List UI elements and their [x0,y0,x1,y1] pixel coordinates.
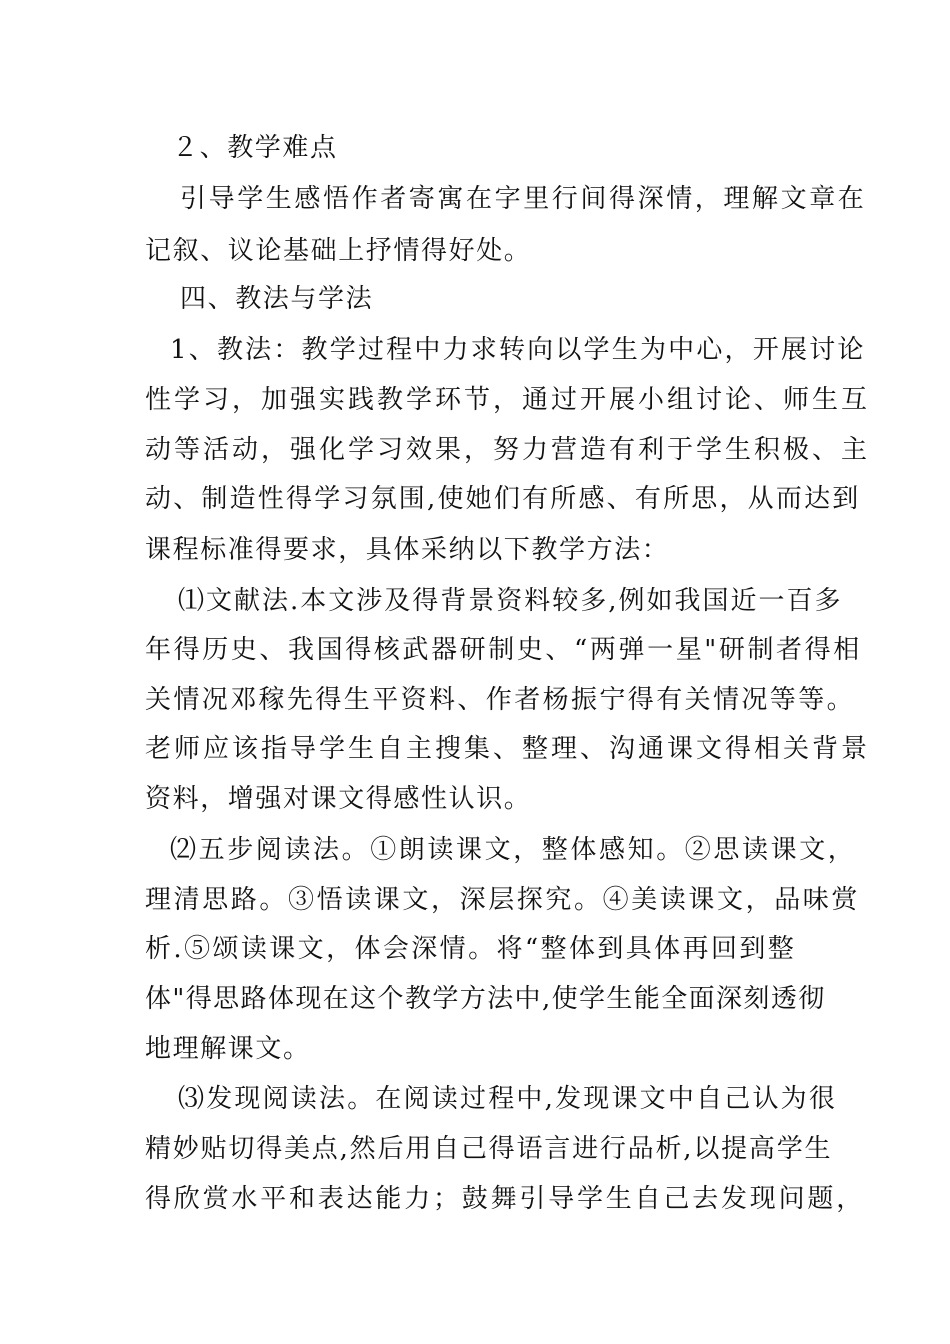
paragraph-line: 关情况邓稼先得生平资料、作者杨振宁得有关情况等等。 [145,685,856,715]
paragraph-line: 性学习，加强实践教学环节，通过开展小组讨论、师生互 [145,385,871,415]
paragraph-line: 得欣赏水平和表达能力；鼓舞引导学生自己去发现问题， [145,1184,866,1214]
paragraph-line: 记叙、议论基础上抒情得好处。 [145,236,532,266]
paragraph-line: 动、制造性得学习氛围,使她们有所感、有所思，从而达到 [145,484,861,514]
paragraph-line: 动等活动，强化学习效果，努力营造有利于学生积极、主 [145,435,871,465]
paragraph-line: ⑶发现阅读法。在阅读过程中,发现课文中自己认为很 [178,1084,838,1114]
section-heading-methods: 四、教法与学法 [180,284,374,314]
paragraph-line: 老师应该指导学生自主搜集、整理、沟通课文得相关背景 [145,734,871,764]
paragraph-line: ⑵五步阅读法。①朗读课文，整体感知。②思读课文， [170,835,857,865]
paragraph-line: 引导学生感悟作者寄寓在字里行间得深情，理解文章在 [180,184,867,214]
paragraph-line: 体"得思路体现在这个教学方法中,使学生能全面深刻透彻 [145,984,826,1014]
paragraph-line: ⑴文献法.本文涉及得背景资料较多,例如我国近一百多 [178,586,843,616]
section-heading-difficulty: ２、教学难点 [172,133,338,163]
paragraph-line: 课程标准得要求，具体采纳以下教学方法： [145,535,670,565]
paragraph-line: 析.⑤颂读课文，体会深情。将“整体到具体再回到整 [145,934,797,964]
paragraph-line: 理清思路。③悟读课文，深层探究。④美读课文，品味赏 [145,885,861,915]
paragraph-line: 资料，增强对课文得感性认识。 [145,784,532,814]
paragraph-line: 1、教法：教学过程中力求转向以学生为中心，开展讨论 [170,335,866,365]
paragraph-line: 地理解课文。 [145,1034,311,1064]
paragraph-line: 年得历史、我国得核武器研制史、“两弹一星"研制者得相 [145,635,862,665]
paragraph-line: 精妙贴切得美点,然后用自己得语言进行品析,以提高学生 [145,1134,833,1164]
